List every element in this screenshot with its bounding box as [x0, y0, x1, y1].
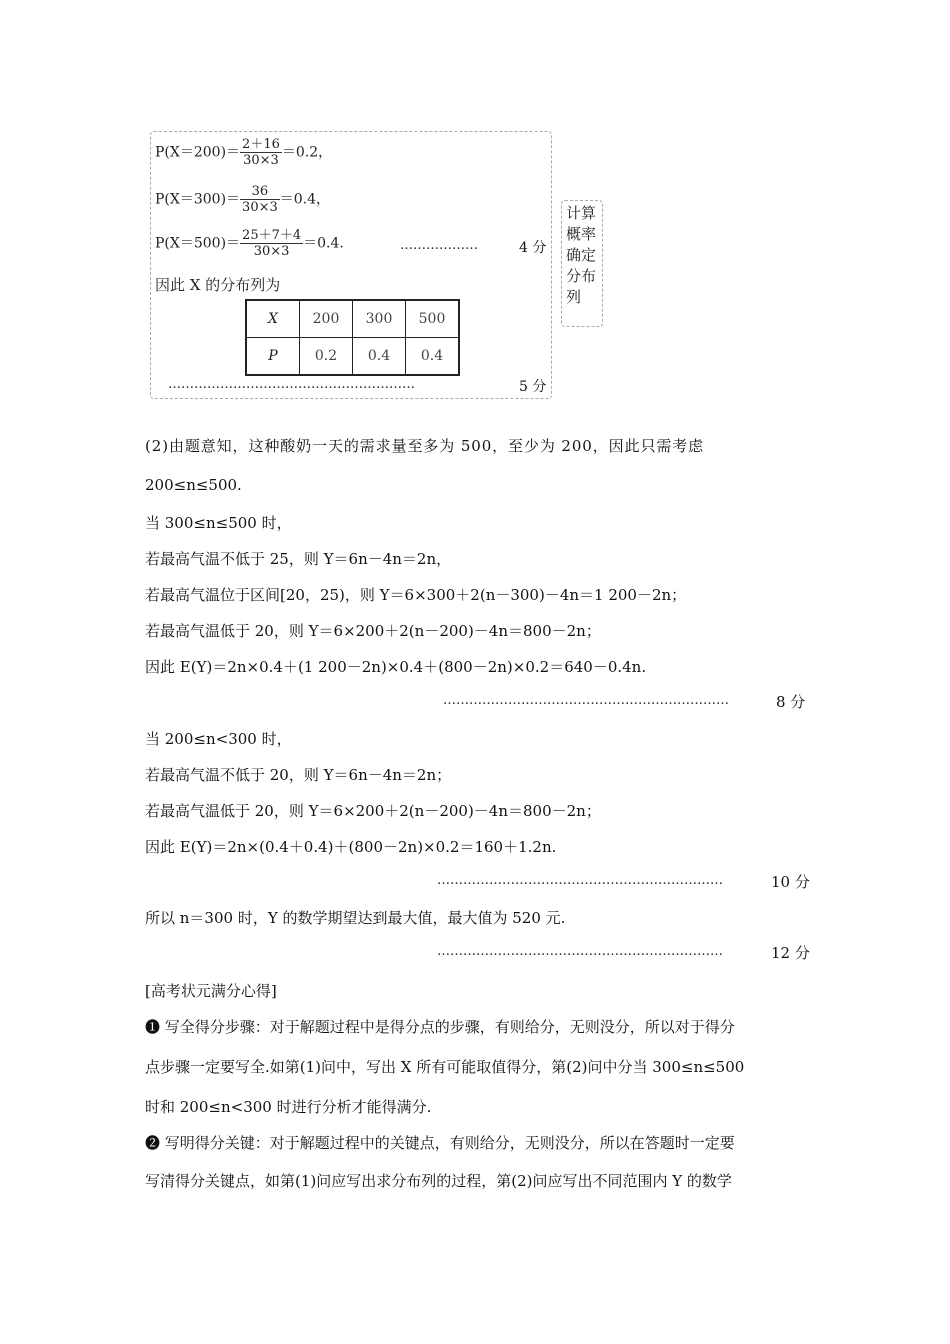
- side-note: [561, 200, 603, 327]
- table-cell: 0.2: [300, 338, 353, 376]
- score-dots: ………………: [400, 238, 478, 253]
- fraction: $\frac{36}{30\times 3}$: [242, 184, 278, 215]
- fraction: $\frac{25+7+4}{30\times 3}$: [242, 228, 302, 259]
- paragraph: 200≤n≤500.: [145, 476, 242, 494]
- distribution-table: [245, 299, 460, 376]
- table-cell: 0.4: [353, 338, 406, 376]
- paragraph: 因此 E(Y)＝2n×0.4＋(1 200－2n)×0.4＋(800－2n)×0.2＝640－0.4n.: [145, 658, 647, 676]
- paragraph: 点步骤一定要写全.如第(1)问中，写出 X 所有可能取值得分，第(2)问中分当 300≤n≤500: [145, 1058, 745, 1076]
- prob-label: P(X＝300)＝: [155, 191, 241, 208]
- paragraph: 写清得分关键点，如第(1)问应写出求分布列的过程，第(2)问应写出不同范围内 Y 的数学: [145, 1172, 732, 1190]
- table-row: [246, 300, 459, 338]
- side-note-line: 分布: [566, 267, 597, 285]
- score-dots: …………………………………………………………: [437, 944, 723, 959]
- paragraph: (2)由题意知，这种酸奶一天的需求量至多为 500，至少为 200，因此只需考虑: [145, 437, 705, 455]
- score-dots: …………………………………………………………: [443, 693, 729, 708]
- score-dots: …………………………………………………: [168, 377, 415, 392]
- paragraph: 若最高气温低于 20，则 Y＝6×200＋2(n－200)－4n＝800－2n；: [145, 622, 601, 640]
- score-8: 8 分: [776, 693, 806, 711]
- paragraph: 若最高气温位于区间[20，25)，则 Y＝6×300＋2(n－300)－4n＝1 200－2n；: [145, 586, 687, 604]
- dist-intro: 因此 X 的分布列为: [155, 276, 281, 294]
- table-cell: 200: [300, 300, 353, 338]
- score-4: 4 分: [519, 240, 547, 256]
- score-12: 12 分: [771, 944, 810, 962]
- paragraph: ❶ 写全得分步骤：对于解题过程中是得分点的步骤，有则给分，无则没分，所以对于得分: [145, 1018, 735, 1036]
- paragraph: 若最高气温不低于 20，则 Y＝6n－4n＝2n；: [145, 766, 452, 784]
- prob-value: ＝0.4，: [279, 191, 331, 208]
- prob-label: P(X＝200)＝: [155, 144, 241, 161]
- paragraph: 因此 E(Y)＝2n×(0.4＋0.4)＋(800－2n)×0.2＝160＋1.2n.: [145, 838, 557, 856]
- paragraph: ❷ 写明得分关键：对于解题过程中的关键点，有则给分，无则没分，所以在答题时一定要: [145, 1134, 735, 1152]
- table-cell: 500: [406, 300, 460, 338]
- prob-label: P(X＝500)＝: [155, 235, 241, 252]
- paragraph: 当 300≤n≤500 时，: [145, 514, 292, 532]
- score-5: 5 分: [519, 379, 547, 395]
- paragraph: 所以 n＝300 时，Y 的数学期望达到最大值，最大值为 520 元.: [145, 909, 566, 927]
- side-note-line: 计算: [566, 204, 597, 222]
- paragraph: 时和 200≤n<300 时进行分析才能得满分.: [145, 1098, 432, 1116]
- score-10: 10 分: [771, 873, 810, 891]
- side-note-line: 概率: [566, 225, 597, 243]
- prob-line-300: [155, 184, 330, 215]
- section-heading: [高考状元满分心得]: [145, 982, 277, 1000]
- side-note-line: 列: [566, 288, 582, 306]
- table-cell: X: [246, 300, 300, 338]
- table-cell: 0.4: [406, 338, 460, 376]
- score-dots: …………………………………………………………: [437, 873, 723, 888]
- paragraph: 若最高气温不低于 25，则 Y＝6n－4n＝2n，: [145, 550, 452, 568]
- side-note-line: 确定: [566, 246, 597, 264]
- paragraph: 当 200≤n<300 时，: [145, 730, 292, 748]
- prob-line-500: [155, 228, 344, 259]
- prob-value: ＝0.4.: [303, 235, 344, 252]
- fraction: $\frac{2+16}{30\times 3}$: [242, 137, 280, 168]
- table-cell: 300: [353, 300, 406, 338]
- paragraph: 若最高气温低于 20，则 Y＝6×200＋2(n－200)－4n＝800－2n；: [145, 802, 601, 820]
- table-row: [246, 338, 459, 376]
- prob-value: ＝0.2，: [281, 144, 333, 161]
- prob-line-200: [155, 137, 332, 168]
- table-cell: P: [246, 338, 300, 376]
